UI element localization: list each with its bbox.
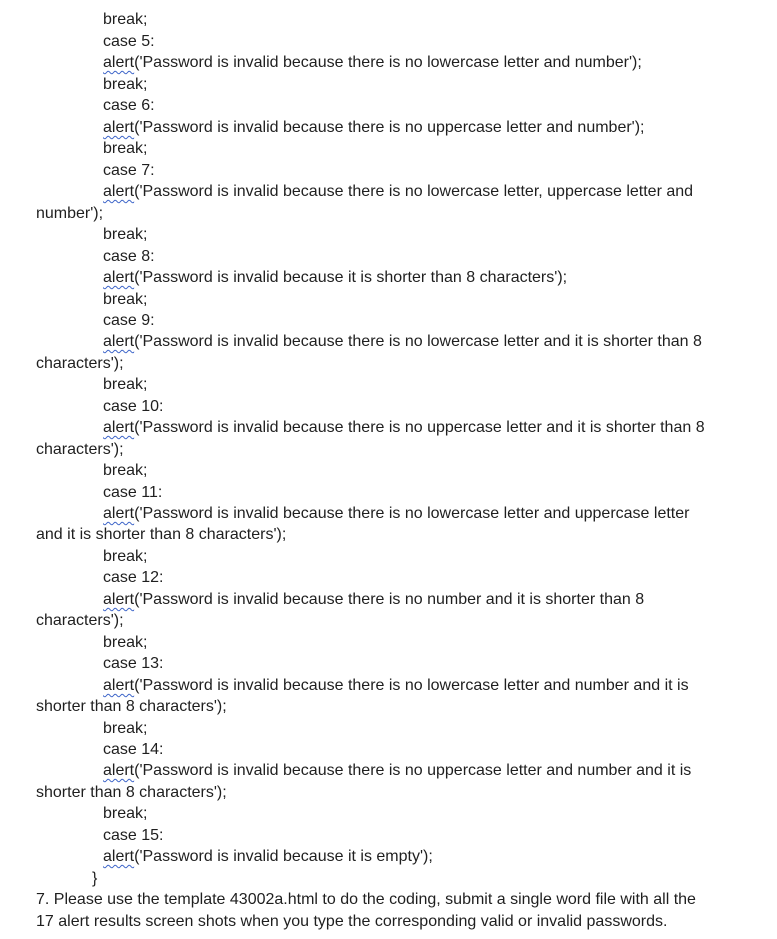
alert-14-line	[103, 760, 691, 781]
alert-7-continuation: number');	[36, 205, 104, 222]
code-break-line: break;	[103, 634, 148, 651]
alert-10-text: ('Password is invalid because there is no uppercase letter and it is shorter than 8	[134, 419, 705, 436]
alert-14-continuation: shorter than 8 characters');	[36, 784, 227, 801]
alert-14-text: ('Password is invalid because there is no uppercase letter and number and it is	[134, 762, 692, 779]
case-9-label: case 9:	[103, 312, 155, 329]
case-8-label: case 8:	[103, 248, 155, 265]
alert-10-line	[103, 417, 705, 438]
alert-15-text: ('Password is invalid because it is empty');	[134, 848, 433, 865]
alert-11-line	[103, 503, 689, 524]
alert-15-line	[103, 846, 433, 867]
alert-9-text: ('Password is invalid because there is no lowercase letter and it is shorter than 8	[134, 333, 702, 350]
alert-keyword: alert	[103, 591, 135, 608]
alert-keyword: alert	[103, 677, 135, 694]
alert-keyword: alert	[103, 183, 135, 200]
alert-11-continuation: and it is shorter than 8 characters');	[36, 526, 287, 543]
alert-keyword: alert	[103, 505, 135, 522]
alert-6-line	[103, 117, 645, 138]
case-12-label: case 12:	[103, 569, 164, 586]
alert-keyword: alert	[103, 762, 135, 779]
alert-10-continuation: characters');	[36, 441, 124, 458]
case-15-label: case 15:	[103, 827, 164, 844]
alert-keyword: alert	[103, 333, 135, 350]
alert-keyword: alert	[103, 848, 135, 865]
alert-12-line	[103, 589, 644, 610]
code-break-line: break;	[103, 76, 148, 93]
alert-keyword: alert	[103, 119, 135, 136]
alert-9-line	[103, 331, 702, 352]
code-break-line: break;	[103, 805, 148, 822]
alert-11-text: ('Password is invalid because there is no lowercase letter and uppercase letter	[134, 505, 690, 522]
code-break-line: break;	[103, 140, 148, 157]
case-11-label: case 11:	[103, 484, 163, 501]
alert-keyword: alert	[103, 419, 135, 436]
code-break-line: break;	[103, 720, 148, 737]
alert-keyword: alert	[103, 269, 135, 286]
closing-brace: }	[92, 870, 98, 887]
alert-5-line	[103, 52, 642, 73]
alert-9-continuation: characters');	[36, 355, 124, 372]
instruction-line-1: 7. Please use the template 43002a.html to do the coding, submit a single word file with all the	[36, 891, 696, 908]
alert-6-text: ('Password is invalid because there is no uppercase letter and number');	[134, 119, 645, 136]
alert-13-text: ('Password is invalid because there is no lowercase letter and number and it is	[134, 677, 689, 694]
alert-8-line	[103, 267, 567, 288]
case-13-label: case 13:	[103, 655, 164, 672]
instruction-line-2: 17 alert results screen shots when you type the corresponding valid or invalid passwords.	[36, 913, 668, 930]
code-break-line: break;	[103, 291, 148, 308]
alert-12-continuation: characters');	[36, 612, 124, 629]
case-7-label: case 7:	[103, 162, 155, 179]
alert-5-text: ('Password is invalid because there is no lowercase letter and number');	[134, 54, 642, 71]
code-break-line: break;	[103, 462, 148, 479]
code-break-line: break;	[103, 11, 148, 28]
code-break-line: break;	[103, 376, 148, 393]
code-break-line: break;	[103, 226, 148, 243]
case-14-label: case 14:	[103, 741, 164, 758]
alert-7-text: ('Password is invalid because there is no lowercase letter, uppercase letter and	[134, 183, 694, 200]
alert-12-text: ('Password is invalid because there is no number and it is shorter than 8	[134, 591, 645, 608]
case-6-label: case 6:	[103, 97, 155, 114]
alert-keyword: alert	[103, 54, 135, 71]
alert-13-line	[103, 675, 689, 696]
alert-13-continuation: shorter than 8 characters');	[36, 698, 227, 715]
case-5-label: case 5:	[103, 33, 155, 50]
alert-7-line	[103, 181, 693, 202]
alert-8-text: ('Password is invalid because it is shorter than 8 characters');	[134, 269, 568, 286]
case-10-label: case 10:	[103, 398, 164, 415]
code-break-line: break;	[103, 548, 148, 565]
